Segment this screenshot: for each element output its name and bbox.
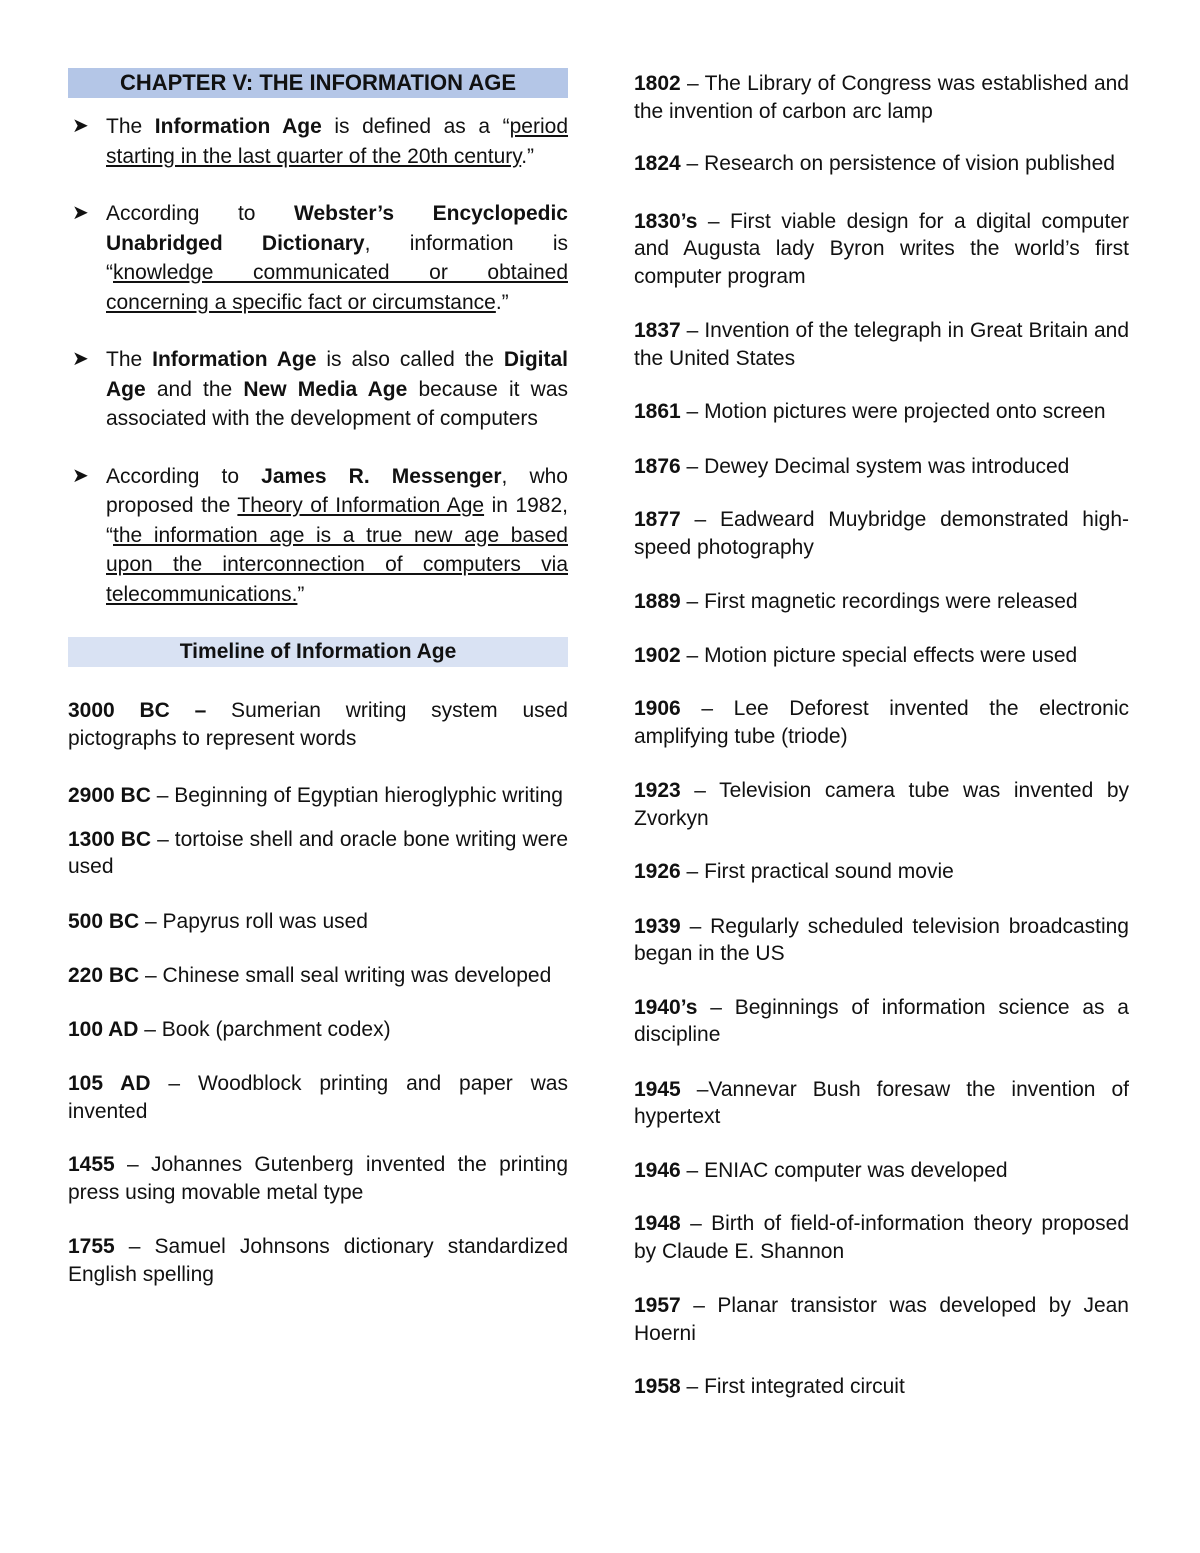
timeline-entry: 3000 BC – Sumerian writing system used pictographs to represent words xyxy=(68,699,568,750)
timeline-entry: 1877 – Eadweard Muybridge demonstrated high-speed photography xyxy=(634,508,1129,559)
chapter-title: CHAPTER V: THE INFORMATION AGE xyxy=(68,68,568,98)
timeline-entry: 1958 – First integrated circuit xyxy=(634,1375,905,1398)
left-column xyxy=(68,68,568,1288)
timeline-entry: 1455 – Johannes Gutenberg invented the printing press using movable metal type xyxy=(68,1153,568,1204)
arrowhead-bullet-icon: ➤ xyxy=(72,115,89,137)
bullet-messenger: ➤ According to James R. Messenger, who proposed the Theory of Information Age in 1982, “the information age is a true new age based upon the interconnection of computers via telecommunications.” xyxy=(68,462,568,610)
timeline-entry: 1861 – Motion pictures were projected onto screen xyxy=(634,400,1106,423)
timeline-entry: 500 BC – Papyrus roll was used xyxy=(68,909,368,933)
timeline-entry: 1824 – Research on persistence of vision published xyxy=(634,152,1115,175)
timeline-entry: 2900 BC – Beginning of Egyptian hieroglyphic writing xyxy=(68,784,563,807)
timeline-entry: 1300 BC – tortoise shell and oracle bone writing were used xyxy=(68,827,568,878)
arrowhead-bullet-icon: ➤ xyxy=(72,348,89,370)
timeline-entry: 1923 – Television camera tube was invented by Zvorkyn xyxy=(634,779,1129,830)
arrowhead-bullet-icon: ➤ xyxy=(72,202,89,224)
bullet-definition: ➤ The Information Age is defined as a “period starting in the last quarter of the 20th century.” xyxy=(68,112,568,171)
timeline-entry: 100 AD – Book (parchment codex) xyxy=(68,1017,391,1041)
timeline-entry: 1830’s – First viable design for a digital computer and Augusta lady Byron writes the world’s first computer program xyxy=(634,209,1129,288)
timeline-entry: 1946 – ENIAC computer was developed xyxy=(634,1158,1008,1182)
timeline-entry: 1945 –Vannevar Bush foresaw the invention of hypertext xyxy=(634,1077,1129,1128)
timeline-entry: 1755 – Samuel Johnsons dictionary standardized English spelling xyxy=(68,1235,568,1286)
timeline-entry: 1889 – First magnetic recordings were released xyxy=(634,590,1078,613)
timeline-entry: 1939 – Regularly scheduled television broadcasting began in the US xyxy=(634,914,1129,965)
timeline-entry: 1948 – Birth of field-of-information theory proposed by Claude E. Shannon xyxy=(634,1212,1129,1263)
timeline-entry: 1876 – Dewey Decimal system was introduced xyxy=(634,454,1070,478)
bullet-digital-age: ➤ The Information Age is also called the Digital Age and the New Media Age because it was associated with the development of computers xyxy=(68,345,568,434)
timeline-title: Timeline of Information Age xyxy=(68,637,568,667)
arrowhead-bullet-icon: ➤ xyxy=(72,464,89,487)
timeline-entry: 1957 – Planar transistor was developed by Jean Hoerni xyxy=(634,1294,1129,1345)
timeline-entry: 1802 – The Library of Congress was established and the invention of carbon arc lamp xyxy=(634,72,1129,123)
right-column xyxy=(634,70,1129,1401)
timeline-entry: 1837 – Invention of the telegraph in Great Britain and the United States xyxy=(634,319,1129,370)
timeline-entry: 1902 – Motion picture special effects were used xyxy=(634,643,1078,667)
timeline-entry: 105 AD – Woodblock printing and paper was invented xyxy=(68,1072,568,1123)
timeline-entry: 1940’s – Beginnings of information science as a discipline xyxy=(634,995,1129,1046)
bullet-websters: ➤ According to Webster’s Encyclopedic Unabridged Dictionary, information is “knowledge communicated or obtained concerning a specific fact or circumstance.” xyxy=(68,199,568,317)
timeline-entry: 1906 – Lee Deforest invented the electronic amplifying tube (triode) xyxy=(634,697,1129,748)
timeline-entry: 1926 – First practical sound movie xyxy=(634,860,954,883)
timeline-entry: 220 BC – Chinese small seal writing was developed xyxy=(68,964,552,987)
